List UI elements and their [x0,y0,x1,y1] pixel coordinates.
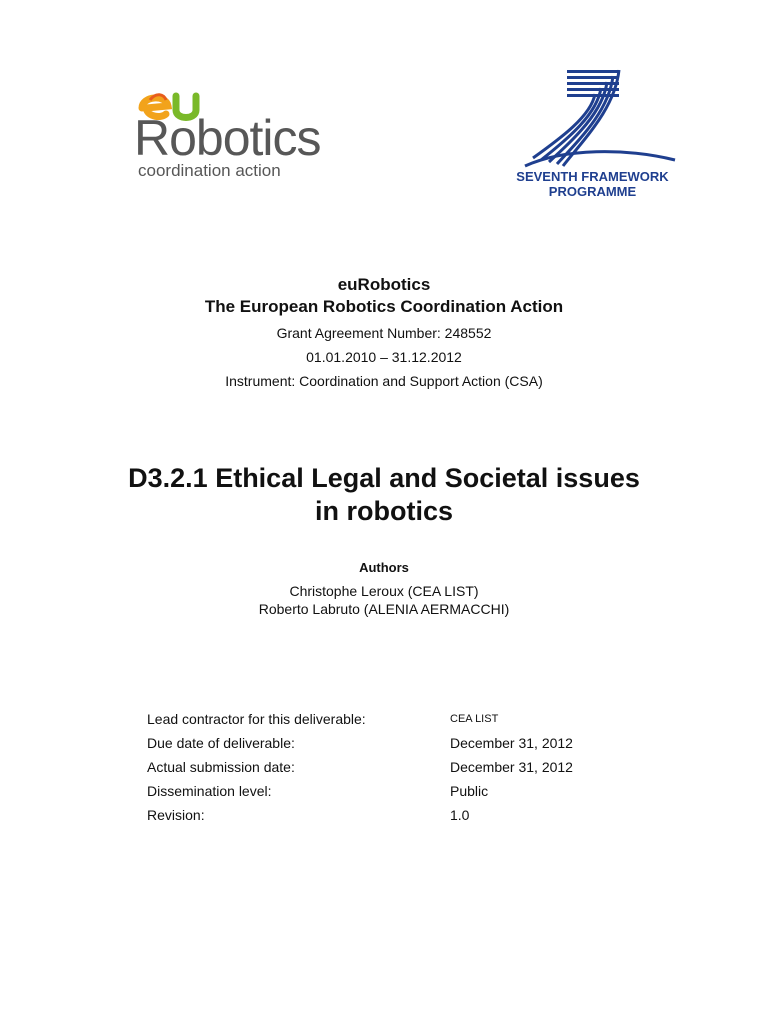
info-value: December 31, 2012 [450,759,573,775]
logo-wordmark: Robotics [134,110,321,166]
org-name: euRobotics [337,275,431,294]
grant-number: Grant Agreement Number: 248552 [276,325,492,341]
info-row [147,731,617,755]
fp7-logo [505,68,680,200]
info-value: CEA LIST [450,713,499,725]
eurobotics-logo [132,84,332,184]
info-label: Revision: [147,807,205,823]
fp7-line1: SEVENTH FRAMEWORK [516,169,669,184]
info-label: Due date of deliverable: [147,735,295,751]
info-value: December 31, 2012 [450,735,573,751]
info-row [147,803,617,827]
info-row [147,779,617,803]
deliverable-info-table [147,707,617,827]
info-value: 1.0 [450,807,470,823]
info-row [147,755,617,779]
info-row [147,707,617,731]
authors-heading: Authors [359,560,409,575]
instrument: Instrument: Coordination and Support Action (CSA) [225,373,543,389]
document-title: D3.2.1 Ethical Legal and Societal issues in robotics [128,463,640,526]
info-label: Dissemination level: [147,783,272,799]
project-dates: 01.01.2010 – 31.12.2012 [306,349,462,365]
org-full-name: The European Robotics Coordination Action [204,297,564,316]
author-item: Christophe Leroux (CEA LIST) [289,583,479,599]
logo-subtitle: coordination action [138,161,281,180]
info-value: Public [450,783,489,799]
info-label: Lead contractor for this deliverable: [147,711,366,727]
info-label: Actual submission date: [147,759,295,775]
fp7-line2: PROGRAMME [548,184,637,199]
author-item: Roberto Labruto (ALENIA AERMACCHI) [258,601,510,617]
